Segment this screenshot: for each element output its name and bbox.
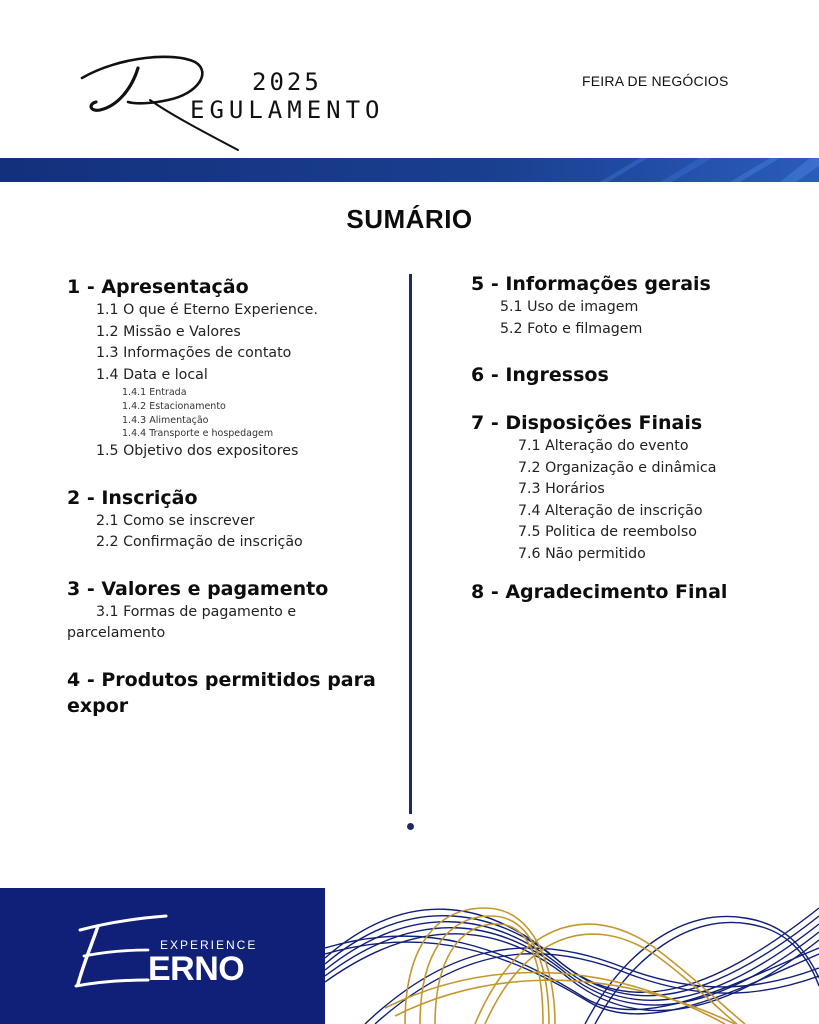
toc-item[interactable]: 7.1 Alteração do evento [518, 438, 689, 454]
toc-item[interactable]: 1.1 O que é Eterno Experience. [96, 302, 318, 318]
regulamento-logo [80, 48, 410, 158]
brand-experience-text: EXPERIENCE [160, 938, 258, 952]
toc-left-column [67, 274, 392, 719]
toc-section-title-continuation[interactable]: expor [67, 694, 129, 717]
toc-section-title[interactable]: 2 - Inscrição [67, 486, 198, 509]
toc-section-title[interactable]: 4 - Produtos permitidos para [67, 668, 376, 691]
toc-section-title[interactable]: 3 - Valores e pagamento [67, 577, 329, 600]
toc-section-5 [471, 271, 801, 340]
toc-right-column [471, 271, 801, 605]
toc-section-title[interactable]: 6 - Ingressos [471, 364, 609, 386]
divider-dot [407, 823, 414, 830]
toc-section-6 [471, 362, 801, 388]
toc-item[interactable]: 2.2 Confirmação de inscrição [96, 534, 303, 551]
toc-subitem[interactable]: 1.4.3 Alimentação [122, 414, 209, 426]
toc-item[interactable]: 7.5 Politica de reembolso [518, 524, 697, 540]
toc-item[interactable]: 5.2 Foto e filmagem [500, 320, 643, 337]
logo-year: 2025 [252, 68, 322, 96]
header-band [0, 158, 819, 182]
toc-item[interactable]: 5.1 Uso de imagem [500, 299, 639, 315]
toc-section-8 [471, 579, 801, 605]
toc-section-3 [67, 576, 392, 645]
toc-section-7 [471, 410, 801, 565]
column-divider [409, 274, 412, 814]
toc-item[interactable]: 2.1 Como se inscrever [96, 512, 255, 529]
toc-section-title[interactable]: 5 - Informações gerais [471, 273, 711, 295]
brand-name-text: ERNO [148, 950, 245, 988]
toc-subitem[interactable]: 1.4.2 Estacionamento [122, 400, 226, 412]
toc-subitem[interactable]: 1.4.4 Transporte e hospedagem [122, 428, 274, 440]
header-subtitle: FEIRA DE NEGÓCIOS [582, 73, 729, 89]
toc-item[interactable]: 7.3 Horários [518, 481, 605, 497]
toc-section-title[interactable]: 1 - Apresentação [67, 276, 249, 298]
toc-item[interactable]: 7.4 Alteração de inscrição [518, 502, 703, 519]
toc-item[interactable]: 1.3 Informações de contato [96, 345, 292, 361]
toc-section-title[interactable]: 7 - Disposições Finais [471, 412, 703, 434]
logo-title: EGULAMENTO [190, 96, 385, 124]
toc-item[interactable]: 1.5 Objetivo dos expositores [96, 443, 299, 460]
toc-item[interactable]: 1.4 Data e local [96, 366, 208, 383]
toc-section-4 [67, 667, 392, 719]
toc-section-title[interactable]: 8 - Agradecimento Final [471, 581, 728, 603]
toc-item[interactable]: 7.2 Organização e dinâmica [518, 459, 717, 476]
page-title: SUMÁRIO [346, 204, 473, 234]
toc-item[interactable]: 1.2 Missão e Valores [96, 323, 241, 340]
toc-item[interactable]: 7.6 Não permitido [518, 545, 646, 562]
toc-section-1 [67, 274, 392, 463]
footer-wave-lines [325, 888, 819, 1024]
toc-item[interactable]: 3.1 Formas de pagamento e [96, 603, 297, 620]
toc-section-2 [67, 485, 392, 554]
toc-item-continuation[interactable]: parcelamento [67, 625, 166, 642]
toc-subitem[interactable]: 1.4.1 Entrada [122, 387, 187, 398]
